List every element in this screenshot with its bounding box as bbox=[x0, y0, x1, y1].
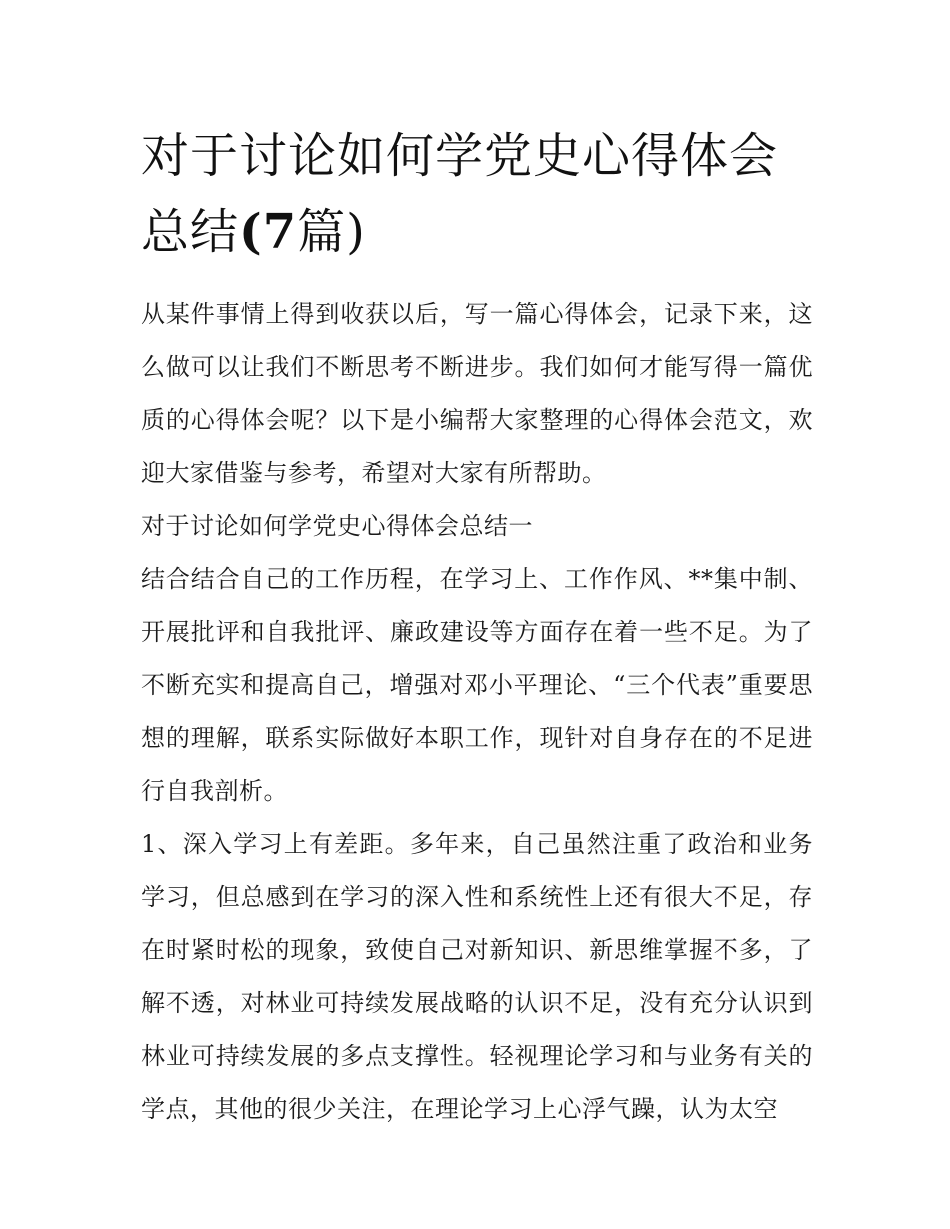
section-heading: 对于讨论如何学党史心得体会总结一 bbox=[141, 512, 533, 540]
title-line-2-count: (7 bbox=[239, 204, 298, 260]
title-line-2-suffix: 篇) bbox=[297, 204, 366, 260]
document-content bbox=[141, 118, 813, 1136]
title-line-1: 对于讨论如何学党史心得体会 bbox=[141, 128, 779, 184]
document-title bbox=[141, 118, 813, 270]
title-line-2-prefix: 总结 bbox=[141, 204, 240, 260]
section-paragraph: 1、深入学习上有差距。多年来，自己虽然注重了政治和业务学习，但总感到在学习的深入性和系统性上还有很大不足，存在时紧时松的现象，致使自己对新知识、新思维掌握不多，了解不透，对林业可持续发展战略的认识不足，没有充分认识到林业可持续发展的多点支撑性。轻视理论学习和与业务有关的学点，其他的很少关注，在理论学习上心浮气躁，认为太空 bbox=[141, 830, 813, 1123]
section-paragraph: 结合结合自己的工作历程，在学习上、工作作风、**集中制、开展批评和自我批评、廉政建设等方面存在着一些不足。为了不断充实和提高自己，增强对邓小平理论、“三个代表”重要思想的理解，联系实际做好本职工作，现针对自身存在的不足进行自我剖析。 bbox=[141, 565, 813, 805]
intro-paragraph: 从某件事情上得到收获以后，写一篇心得体会，记录下来，这么做可以让我们不断思考不断进步。我们如何才能写得一篇优质的心得体会呢？以下是小编帮大家整理的心得体会范文，欢迎大家借鉴与参考，希望对大家有所帮助。 bbox=[141, 300, 813, 487]
